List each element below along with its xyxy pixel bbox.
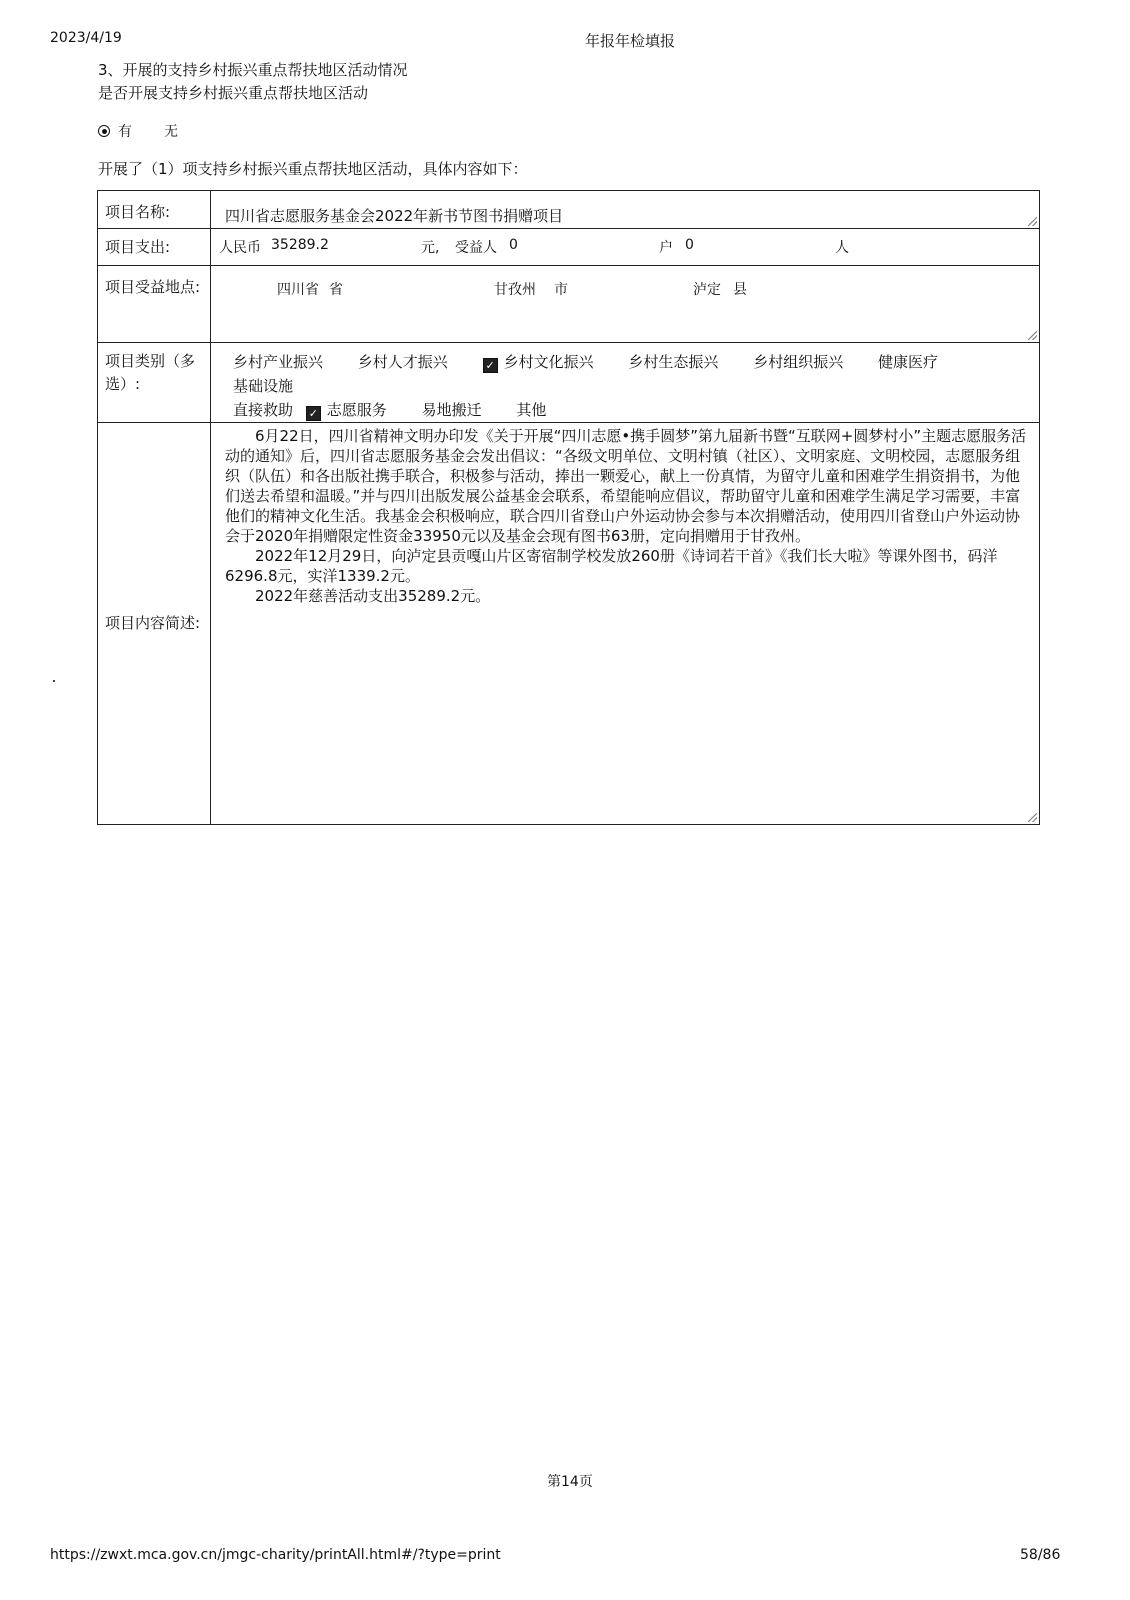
description-paragraph: 2022年12月29日，向泸定县贡嘎山片区寄宿制学校发放260册《诗词若干首》《我们长大啦》等课外图书，码洋6296.8元，实洋1339.2元。 — [225, 547, 998, 585]
county-unit: 县 — [733, 282, 747, 298]
category-culture[interactable] — [483, 350, 594, 374]
province-value: 四川省 — [277, 282, 319, 298]
category-direct-aid[interactable]: 直接救助 — [233, 401, 294, 419]
unit-ren: 人 — [835, 240, 849, 256]
page-title: 年报年检填报 — [585, 32, 676, 50]
category-infrastructure[interactable]: 基础设施 — [233, 377, 294, 395]
project-location-field[interactable] — [211, 266, 1040, 343]
resize-handle-icon[interactable] — [1028, 331, 1037, 340]
currency-label: 人民币 — [219, 240, 261, 256]
resize-handle-icon[interactable] — [1028, 813, 1037, 822]
expense-amount[interactable]: 35289.2 — [271, 237, 329, 253]
section-title: 3、开展的支持乡村振兴重点帮扶地区活动情况 — [98, 61, 408, 79]
city-value: 甘孜州 — [494, 282, 536, 298]
radio-no-label[interactable]: 无 — [164, 124, 178, 140]
project-expense-label: 项目支出: — [98, 229, 211, 266]
project-name-field[interactable] — [211, 191, 1040, 229]
category-volunteer[interactable] — [306, 398, 387, 422]
project-expense-field — [211, 229, 1040, 266]
beneficiary-label: 受益人 — [455, 240, 497, 256]
category-health[interactable]: 健康医疗 — [877, 353, 938, 371]
beneficiary-persons[interactable]: 0 — [685, 237, 694, 253]
project-form — [97, 190, 1040, 825]
activity-radio-group — [98, 121, 210, 141]
radio-yes[interactable] — [98, 125, 110, 137]
beneficiary-households[interactable]: 0 — [509, 237, 518, 253]
checkbox-checked-icon[interactable]: ✓ — [483, 358, 498, 373]
category-volunteer-label: 志愿服务 — [326, 401, 387, 419]
unit-yuan: 元, — [421, 240, 440, 256]
category-industry[interactable]: 乡村产业振兴 — [233, 353, 324, 371]
project-description-field[interactable] — [211, 423, 1040, 825]
checkbox-checked-icon[interactable]: ✓ — [306, 406, 321, 421]
project-category-label: 项目类别（多选）: — [98, 343, 211, 423]
print-date: 2023/4/19 — [50, 30, 122, 46]
county-value: 泸定 — [693, 282, 721, 298]
unit-hu: 户 — [659, 240, 673, 256]
city-unit: 市 — [554, 282, 568, 298]
project-category-field — [211, 343, 1040, 423]
activity-summary: 开展了（1）项支持乡村振兴重点帮扶地区活动，具体内容如下： — [98, 160, 528, 178]
province-unit: 省 — [329, 282, 343, 298]
category-organization[interactable]: 乡村组织振兴 — [753, 353, 844, 371]
description-paragraph: 6月22日，四川省精神文明办印发《关于开展“四川志愿•携手圆梦”第九届新书暨“互联网+圆梦村小”主题志愿服务活动的通知》后，四川省志愿服务基金会发出倡议：“各级文明单位、文明村镇（社区）、文明家庭、文明校园，志愿服务组织（队伍）和各出版社携手联合，积极参与活动，捧出一颗爱心，献上一份真情，为留守儿童和困难学生捐资捐书，为他们送去希望和温暖。”并与四川出版发展公益基金会联系，希望能响应倡议，帮助留守儿童和困难学生满足学习需要，丰富他们的精神文化生活。我基金会积极响应，联合四川省登山户外运动协会参与本次捐赠活动，使用四川省登山户外运动协会于2020年捐赠限定性资金33950元以及基金会现有图书63册，定向捐赠用于甘孜州。 — [225, 427, 1027, 545]
page-number: 第14页 — [547, 1474, 593, 1490]
category-other[interactable]: 其他 — [516, 401, 547, 419]
scan-speck — [53, 680, 55, 682]
project-name-label: 项目名称: — [98, 191, 211, 229]
section-question: 是否开展支持乡村振兴重点帮扶地区活动 — [98, 84, 369, 102]
category-ecology[interactable]: 乡村生态振兴 — [628, 353, 719, 371]
print-url: https://zwxt.mca.gov.cn/jmgc-charity/printAll.html#/?type=print — [50, 1547, 501, 1563]
resize-handle-icon[interactable] — [1028, 217, 1037, 226]
category-talent[interactable]: 乡村人才振兴 — [357, 353, 448, 371]
radio-yes-label: 有 — [118, 124, 132, 140]
project-description-label: 项目内容简述: — [98, 423, 211, 825]
print-page-count: 58/86 — [1020, 1547, 1061, 1563]
category-relocation[interactable]: 易地搬迁 — [421, 401, 482, 419]
category-culture-label: 乡村文化振兴 — [503, 353, 594, 371]
description-paragraph: 2022年慈善活动支出35289.2元。 — [255, 587, 491, 605]
project-name-value: 四川省志愿服务基金会2022年新书节图书捐赠项目 — [225, 207, 564, 225]
project-location-label: 项目受益地点: — [98, 266, 211, 343]
